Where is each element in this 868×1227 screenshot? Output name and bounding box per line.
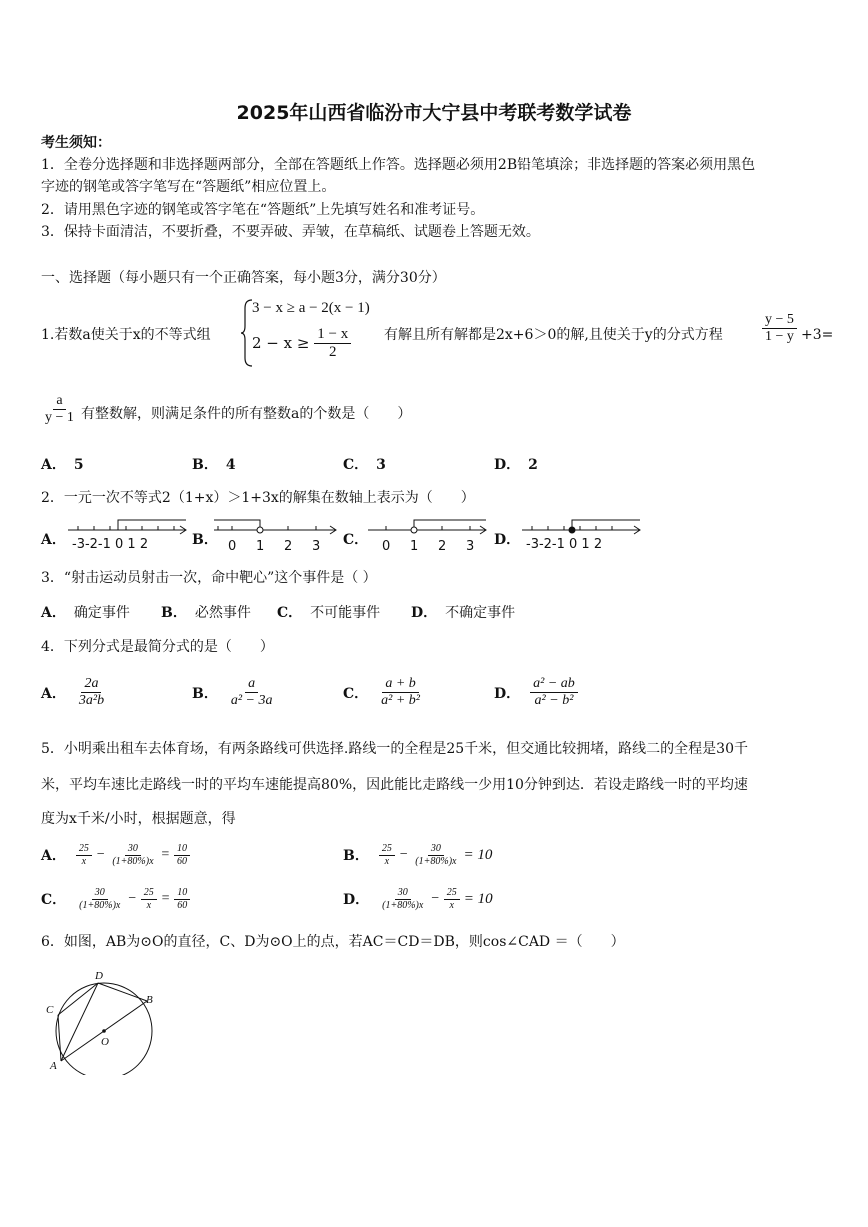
- q1-ineq2-numerator: 1 − x: [314, 326, 351, 344]
- q2-label-b[interactable]: B．: [192, 532, 218, 548]
- q6-circle-diagram: [40, 965, 160, 1075]
- q2-axis-b-2: 2: [284, 539, 293, 554]
- q1-inequality-2-left: 2 − x ≥: [252, 333, 310, 352]
- notice-heading: 考生须知：: [41, 135, 111, 151]
- q3-option-d[interactable]: D． 不确定事件: [411, 605, 516, 621]
- q1-prefix: 1.若数a使关于x的不等式组: [41, 327, 211, 343]
- q4-option-b[interactable]: B． $\frac{a}{\text{a² − 3a}}$: [192, 676, 276, 709]
- q2-stem: 2．一元一次不等式2（1+x）＞1+3x的解集在数轴上表示为（ ）: [41, 490, 475, 506]
- q2-axis-b-1: 1: [256, 539, 265, 554]
- q1-option-a[interactable]: A． 5: [41, 457, 84, 473]
- q1-option-c[interactable]: C． 3: [343, 457, 386, 473]
- q6-point-c: C: [46, 1004, 54, 1016]
- q1-option-b[interactable]: B． 4: [192, 457, 236, 473]
- q2-axis-b-3: 3: [312, 539, 321, 554]
- q5-stem-line-3: 度为x千米/小时，根据题意，得: [41, 811, 236, 827]
- q1-middle-text: 有解且所有解都是2x+6＞0的解,且使关于y的分式方程: [384, 327, 723, 343]
- q2-axis-c-1: 1: [410, 539, 419, 554]
- q1-tail: +3=: [801, 327, 834, 343]
- q2-number-line-b[interactable]: [212, 516, 340, 554]
- q4-option-d[interactable]: D． $\frac{\text{a² − ab}}{\text{a² − b²}}$: [494, 676, 578, 709]
- q2-axis-d-labels: -3-2-1 0 1 2: [526, 537, 603, 552]
- q2-number-line-d[interactable]: [520, 516, 644, 554]
- notice-item-3: 3．保持卡面清洁，不要折叠，不要弄破、弄皱，在草稿纸、试题卷上答题无效。: [41, 224, 540, 240]
- q5-option-d[interactable]: D． $\frac{30}{(1+80\%)x}$ − $\frac{25}{x}$ = 10: [343, 887, 493, 911]
- q1-ineq2-denominator: 2: [328, 344, 337, 361]
- q6-point-d: D: [95, 970, 103, 982]
- q2-axis-c-0: 0: [382, 539, 391, 554]
- q1-fraction-1: [762, 312, 797, 345]
- q2-axis-c-3: 3: [466, 539, 475, 554]
- q4-option-a[interactable]: A． $\frac{2a}{\text{3a²b}}$: [41, 676, 107, 709]
- q5-option-b[interactable]: B． $\frac{25}{x}$ − $\frac{30}{(1+80\%)x}$ = 10: [343, 843, 493, 867]
- q4-stem: 4．下列分式是最简分式的是（ ）: [41, 639, 274, 655]
- q1-frac1-numerator: y − 5: [762, 312, 797, 329]
- q6-point-b: B: [146, 994, 153, 1006]
- q4-d-denominator: a² − b²: [534, 693, 574, 709]
- page-title: 2025年山西省临汾市大宁县中考联考数学试卷: [236, 102, 632, 124]
- q4-c-denominator: a² + b²: [381, 693, 420, 709]
- q3-stem: 3．“射击运动员射击一次，命中靶心”这个事件是（ ）: [41, 570, 377, 586]
- q4-b-denominator: a² − 3a: [230, 693, 273, 709]
- q2-label-c[interactable]: C．: [343, 532, 369, 548]
- q4-b-numerator: a: [245, 676, 258, 693]
- q4-option-c[interactable]: C． $\frac{a + b}{\text{a² + b²}}$: [343, 676, 423, 709]
- q3-option-a[interactable]: A． 确定事件: [41, 605, 130, 621]
- notice-item-1-cont: 字迹的钢笔或答字笔写在“答题纸”相应位置上。: [41, 179, 336, 195]
- q4-d-numerator: a² − ab: [530, 676, 578, 693]
- q6-point-o: O: [101, 1036, 109, 1048]
- q1-frac1-denominator: 1 − y: [765, 329, 794, 345]
- q2-number-line-a[interactable]: [66, 516, 190, 554]
- q1-line2: 有整数解，则满足条件的所有整数a的个数是（ ）: [81, 406, 412, 422]
- q4-a-denominator: 3a²b: [78, 693, 105, 709]
- q1-option-d[interactable]: D． 2: [494, 457, 538, 473]
- q5-option-c[interactable]: C． $\frac{30}{(1+80\%)x}$ − $\frac{25}{x}$ = $\frac{10}{60}$: [41, 887, 190, 911]
- q2-axis-a-labels: -3-2-1 0 1 2: [72, 537, 149, 552]
- q5-stem-line-2: 米，平均车速比走路线一时的平均车速能提高80%，因此能比走路线一少用10分钟到达．若设走路线一时的平均速: [41, 777, 748, 793]
- q4-a-numerator: 2a: [81, 676, 101, 693]
- q1-inequality-2-fraction: [314, 326, 351, 362]
- q1-fraction-2: [42, 393, 77, 426]
- q1-inequality-1: 3 − x ≥ a − 2(x − 1): [252, 300, 370, 316]
- q5-option-a[interactable]: A． $\frac{25}{x}$ − $\frac{30}{(1+80\%)x}$ = $\frac{10}{60}$: [41, 843, 190, 867]
- notice-item-1: 1．全卷分选择题和非选择题两部分，全部在答题纸上作答。选择题必须用2B铅笔填涂；非选择题的答案必须用黑色: [41, 157, 756, 173]
- q6-stem: 6．如图，AB为⊙O的直径，C、D为⊙O上的点，若AC＝CD＝DB，则cos∠CAD ＝（ ）: [41, 934, 625, 950]
- q1-inequality-2: [252, 326, 351, 362]
- q2-axis-b-0: 0: [228, 539, 237, 554]
- section-heading: 一、选择题（每小题只有一个正确答案，每小题3分，满分30分）: [41, 270, 446, 286]
- q3-option-b[interactable]: B． 必然事件: [161, 605, 251, 621]
- q1-frac2-denominator: y − 1: [45, 410, 74, 426]
- q3-option-c[interactable]: C． 不可能事件: [277, 605, 381, 621]
- q4-c-numerator: a + b: [382, 676, 418, 693]
- notice-item-2: 2．请用黑色字迹的钢笔或答字笔在“答题纸”上先填写姓名和准考证号。: [41, 202, 485, 218]
- q6-point-a: A: [50, 1060, 57, 1072]
- q2-number-line-c[interactable]: [366, 516, 490, 554]
- q2-label-d[interactable]: D．: [494, 532, 521, 548]
- q2-axis-c-2: 2: [438, 539, 447, 554]
- q2-label-a[interactable]: A．: [41, 532, 66, 548]
- q1-frac2-numerator: a: [53, 393, 65, 410]
- q5-stem-line-1: 5．小明乘出租车去体育场，有两条路线可供选择.路线一的全程是25千米，但交通比较拥堵，路线二的全程是30千: [41, 741, 748, 757]
